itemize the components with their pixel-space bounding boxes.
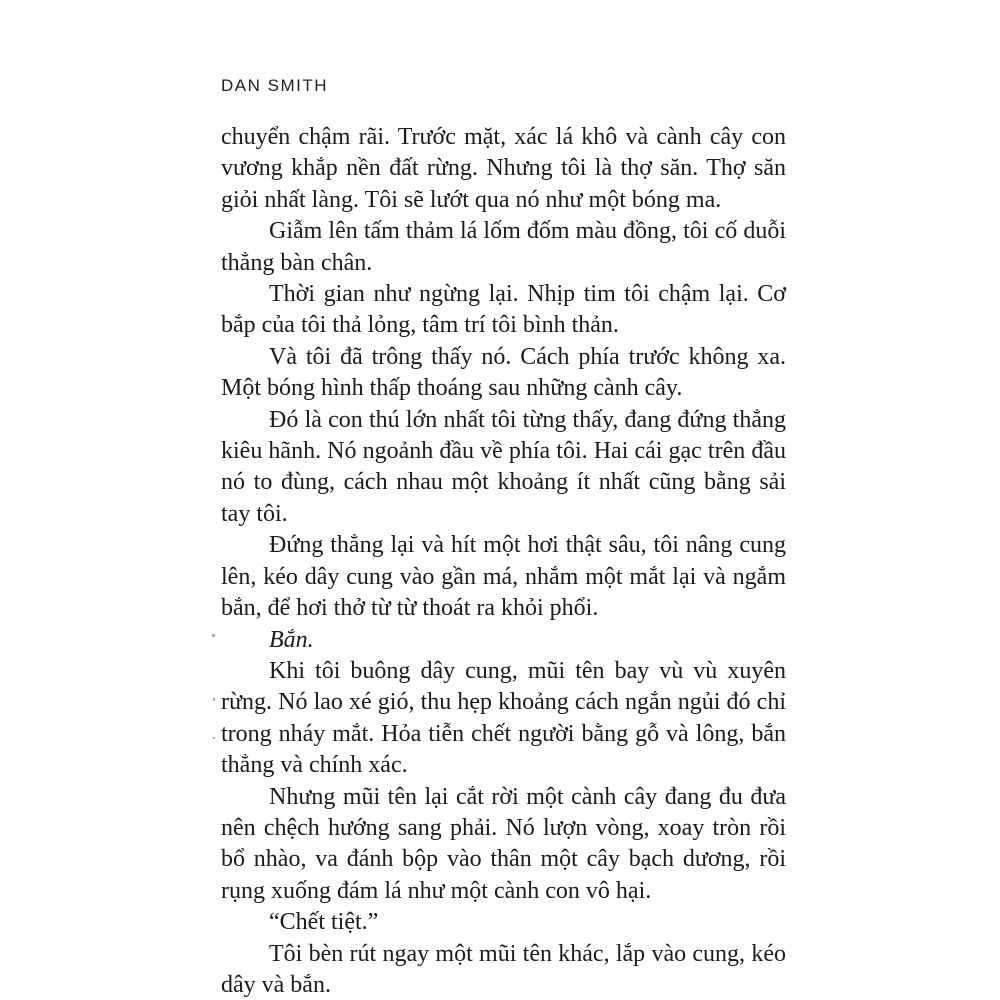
scan-speck (213, 698, 215, 701)
paragraph: Nhưng mũi tên lại cắt rời một cành cây đang đu đưa nên chệch hướng sang phải. Nó lượn vòng, xoay tròn rồi bổ nhào, va đánh bộp vào thân một cây bạch dương, rồi rụng xuống đám lá như một cành con vô hại. (221, 783, 786, 904)
italic-paragraph: Bắn. (269, 626, 314, 653)
paragraph: chuyển chậm rãi. Trước mặt, xác lá khô và cành cây con vương khắp nền đất rừng. Nhưng tôi là thợ săn. Thợ săn giỏi nhất làng. Tôi sẽ lướt qua nó như một bóng ma. (221, 124, 786, 213)
paragraph: Đứng thẳng lại và hít một hơi thật sâu, tôi nâng cung lên, kéo dây cung vào gần má, nhắm một mắt lại và ngắm bắn, để hơi thở từ từ thoát ra khỏi phổi. (221, 532, 786, 622)
body-text (221, 122, 786, 1000)
paragraph: Thời gian như ngừng lại. Nhịp tim tôi chậm lại. Cơ bắp của tôi thả lỏng, tâm trí tôi bình thản. (221, 281, 786, 339)
dialogue-paragraph: “Chết tiệt.” (269, 909, 379, 936)
paragraph: Giẫm lên tấm thảm lá lốm đốm màu đồng, tôi cố duỗi thẳng bàn chân. (221, 218, 786, 276)
paragraph: Và tôi đã trông thấy nó. Cách phía trước không xa. Một bóng hình thấp thoáng sau những cành cây. (221, 343, 786, 402)
paragraph: Khi tôi buông dây cung, mũi tên bay vù vù xuyên rừng. Nó lao xé gió, thu hẹp khoảng cách ngắn ngủi đó chỉ trong nháy mắt. Hỏa tiễn chết người bằng gỗ và lông, bắn thẳng và chính xác. (221, 657, 786, 779)
scan-speck (213, 737, 215, 739)
scan-speck (212, 634, 215, 637)
paragraph: Đó là con thú lớn nhất tôi từng thấy, đang đứng thẳng kiêu hãnh. Nó ngoảnh đầu về phía tôi. Hai cái gạc trên đầu nó to đùng, cách nhau một khoảng ít nhất cũng bằng sải tay tôi. (221, 406, 786, 527)
paragraph: Tôi bèn rút ngay một mũi tên khác, lắp vào cung, kéo dây và bắn. (221, 940, 786, 998)
running-header: DAN SMITH (221, 76, 328, 95)
